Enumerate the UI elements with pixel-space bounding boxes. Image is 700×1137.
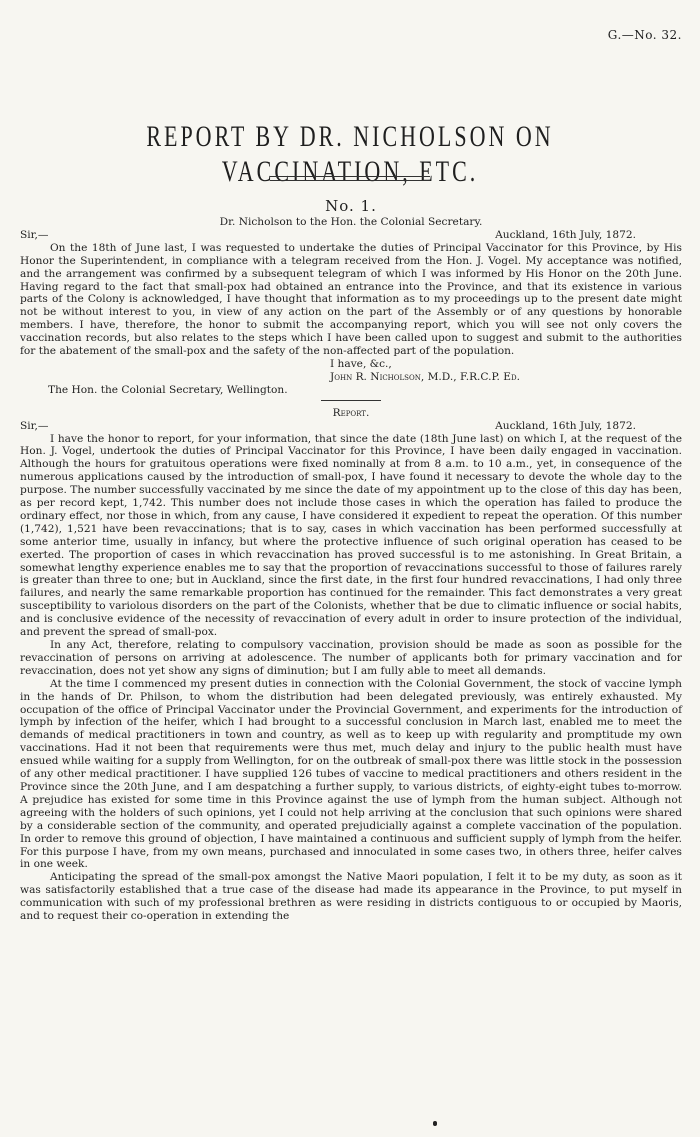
document-reference: G.—No. 32.	[607, 28, 682, 42]
report-heading: Report.	[332, 406, 370, 419]
page-title: REPORT BY DR. NICHOLSON ON VACCINATION, ETC.	[146, 118, 554, 188]
title-divider	[270, 176, 430, 181]
letter-closing: I have, &c.,	[330, 357, 392, 370]
letter-addressee: The Hon. the Colonial Secretary, Wellington.	[48, 383, 288, 396]
ink-mark	[433, 1121, 437, 1126]
letter-paragraph: On the 18th of June last, I was requested to undertake the duties of Principal Vaccinator for this Province, by His Honor the Superintendent, in compliance with a telegram received from the Hon. J. Vogel. My acceptance was notified, and the arrangement was confirmed by a subsequent telegram of which I was informed by His Honor on the 20th June. Having regard to the fact that small-pox had obtained an entrance into the Province, and that its existence in various parts of the Colony is acknowledged, I have thought that information as to my proceedings up to the present date might not be without interest to you, in view of any action on the part of the Assembly or of any questions by honorable members. I have, therefore, the honor to submit the accompanying report, which you will see not only covers the vaccination records, but also relates to the steps which I have been called upon to suggest and submit to the authorities for the abatement of the small-pox and the safety of the non-affected part of the population.	[20, 241, 682, 358]
letter-salutation: Sir,—	[20, 228, 49, 241]
report-paragraph: I have the honor to report, for your information, that since the date (18th June last) on which I, at the request of the Hon. J. Vogel, undertook the duties of Principal Vaccinator for this Province, I have been daily engaged in vaccination. Although the hours for gratuitous operations were fixed nominally at from 8 a.m. to 10 a.m., yet, in consequence of the numerous applications caused by the introduction of small-pox, I have found it necessary to devote the whole day to the purpose. The number successfully vaccinated by me since the date of my appointment up to the close of this day has been, as per record kept, 1,742. This number does not include those cases in which the operation has failed to produce the ordinary effect, nor those in which, from any cause, I have considered it expedient to repeat the operation. Of this number (1,742), 1,521 have been revaccinations; that is to say, cases in which vaccination has been performed successfully at some anterior time, usually in infancy, but where the protective influence of such original operation has ceased to be exerted. The proportion of cases in which revaccination has proved successful is to me astonishing. In Great Britain, a somewhat lengthy experience enables me to say that the proportion of revaccinations successful to those of failures rarely is greater than three to one; but in Auckland, since the first date, in the first four hundred revaccinations, I had only three failures, and nearly the same remarkable proportion has continued for the remainder. This fact demonstrates a very great susceptibility to variolous disorders on the part of the Colonists, whether that be due to climatic influence or social habits, and is conclusive evidence of the necessity of revaccination of every adult in order to insure protection of the individual, and prevent the spread of small-pox.	[20, 432, 682, 639]
report-paragraph: In any Act, therefore, relating to compulsory vaccination, provision should be made as soon as possible for the revaccination of persons on arriving at adolescence. The number of applicants both for primary vaccination and for revaccination, does not yet show any signs of diminution; but I am fully able to meet all demands.	[20, 639, 682, 677]
letter-header-line	[20, 229, 682, 242]
report-header-line	[20, 420, 682, 433]
letter-place-date: Auckland, 16th July, 1872.	[495, 228, 636, 241]
letter-signature: John R. Nicholson, M.D., F.R.C.P. Ed.	[330, 370, 520, 383]
report-salutation: Sir,—	[20, 419, 49, 432]
letter-number: No. 1.	[325, 197, 377, 215]
document-body	[20, 196, 682, 923]
report-paragraph: Anticipating the spread of the small-pox amongst the Native Maori population, I felt it to be my duty, as soon as it was satisfactorily established that a true case of the disease had made its appearance in the Province, to put myself in communication with such of my professional brethren as were residing in districts contiguous to or occupied by Maoris, and to request their co-operation in extending the	[20, 871, 682, 923]
report-paragraph: At the time I commenced my present duties in connection with the Colonial Government, the stock of vaccine lymph in the hands of Dr. Philson, to whom the distribution had been delegated previously, was entirely exhausted. My occupation of the office of Principal Vaccinator under the Provincial Government, and experiments for the introduction of lymph by infection of the heifer, which I had brought to a successful conclusion in March last, enabled me to meet the demands of medical practitioners in town and country, as well as to keep up with regularity and promptitude my own vaccinations. Had it not been that requirements were thus met, much delay and injury to the public health must have ensued while waiting for a supply from Wellington, for on the outbreak of small-pox there was little stock in the possession of any other medical practitioner. I have supplied 126 tubes of vaccine to medical practitioners and others resident in the Province since the 20th June, and I am despatching a further supply, to various districts, of eighty-eight tubes to-morrow. A prejudice has existed for some time in this Province against the use of lymph from the human subject. Although not agreeing with the holders of such opinions, yet I could not help arriving at the conclusion that such opinions were shared by a considerable section of the community, and operated prejudicially against a complete vaccination of the population. In order to remove this ground of objection, I have maintained a continuous and sufficient supply of lymph from the heifer. For this purpose I have, from my own means, purchased and innoculated in some cases two, in others three, heifer calves in one week.	[20, 677, 682, 871]
section-divider	[321, 400, 381, 407]
letter-from-to: Dr. Nicholson to the Hon. the Colonial Secretary.	[219, 216, 483, 228]
report-place-date: Auckland, 16th July, 1872.	[495, 419, 636, 432]
